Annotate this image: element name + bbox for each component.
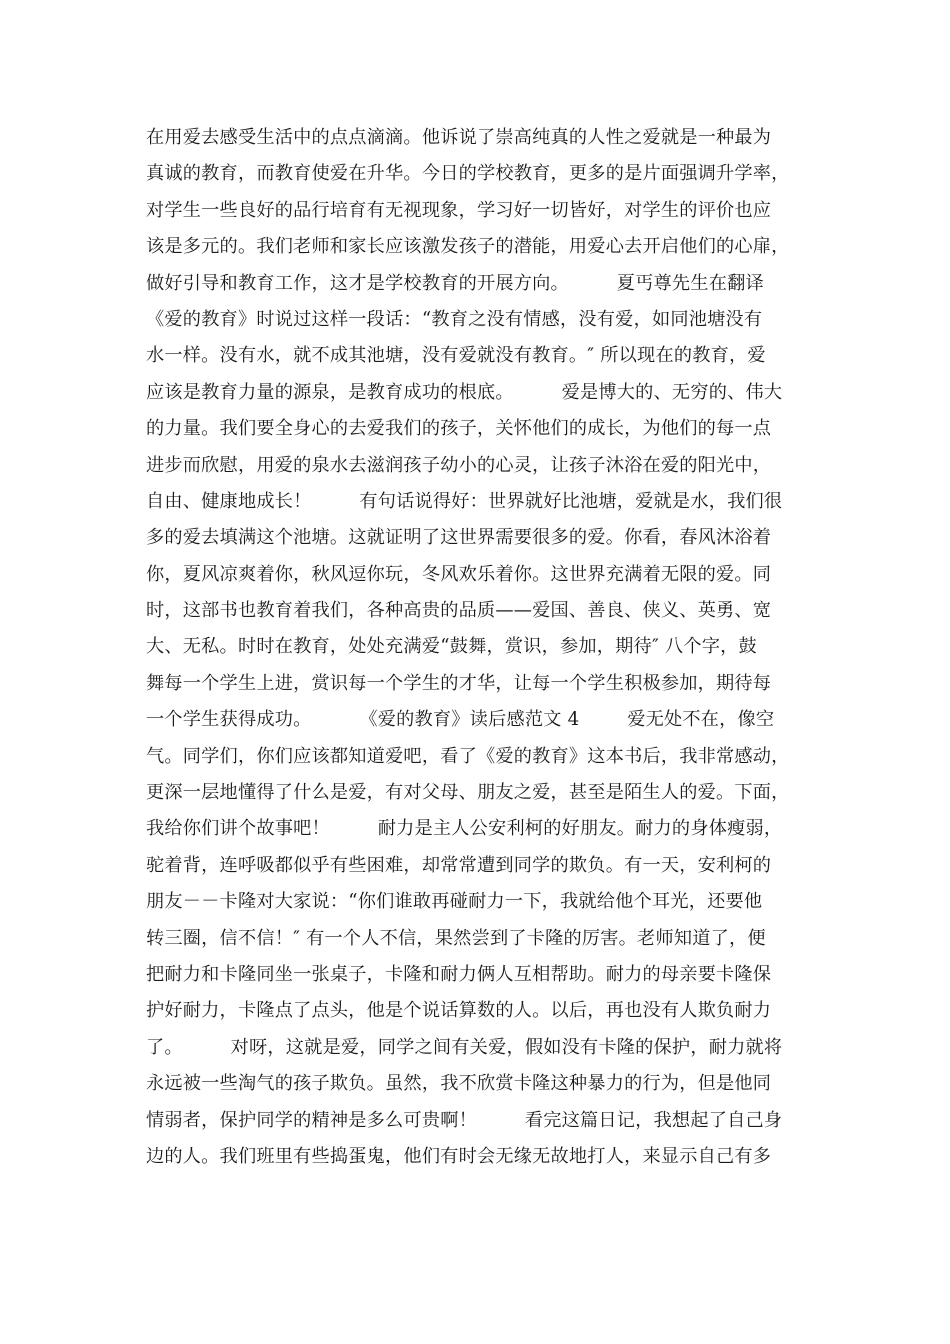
text-line: 大、无私。时时在教育，处处充满爱“鼓舞，赏识，参加，期待″ 八个字，鼓 — [146, 636, 757, 658]
text-line: 真诚的教育，而教育使爱在升华。今日的学校教育，更多的是片面强调升学率， — [146, 163, 790, 185]
text-line: 应该是教育力量的源泉，是教育成功的根底。 爱是博大的、无穷的、伟大 — [146, 381, 783, 403]
text-line: 边的人。我们班里有些捣蛋鬼，他们有时会无缘无故地打人，来显示自己有多 — [146, 1145, 772, 1167]
text-line: 一个学生获得成功。 《爱的教育》读后感范文 4 爱无处不在，像空 — [146, 709, 775, 731]
text-line: 更深一层地懂得了什么是爱，有对父母、朋友之爱，甚至是陌生人的爱。下面， — [146, 782, 790, 804]
text-line: 对学生一些良好的品行培育有无视现象，学习好一切皆好，对学生的评价也应 — [146, 199, 772, 221]
text-line: 在用爱去感受生活中的点点滴滴。他诉说了崇高纯真的人性之爱就是一种最为 — [146, 127, 772, 148]
text-line: 把耐力和卡隆同坐一张桌子，卡隆和耐力俩人互相帮助。耐力的母亲要卡隆保 — [146, 963, 772, 985]
text-line: 护好耐力，卡隆点了点头，他是个说话算数的人。以后，再也没有人欺负耐力 — [146, 1000, 772, 1022]
text-line: 自由、健康地成长！ 有句话说得好：世界就好比池塘，爱就是水，我们很 — [146, 490, 783, 512]
text-line: 进步而欣慰，用爱的泉水去滋润孩子幼小的心灵，让孩子沐浴在爱的阳光中， — [146, 454, 772, 476]
text-line: 转三圈，信不信！″ 有一个人不信，果然尝到了卡隆的厉害。老师知道了，便 — [146, 927, 766, 949]
text-line: 该是多元的。我们老师和家长应该激发孩子的潜能，用爱心去开启他们的心扉， — [146, 236, 790, 258]
text-line: 做好引导和教育工作，这才是学校教育的开展方向。 夏丐尊先生在翻译 — [146, 272, 764, 294]
text-line: 《爱的教育》时说过这样一段话：“教育之没有情感，没有爱，如同池塘没有 — [146, 308, 763, 330]
text-line: 气。同学们，你们应该都知道爱吧，看了《爱的教育》这本书后，我非常感动， — [146, 745, 790, 767]
text-line: 了。 对呀，这就是爱，同学之间有关爱，假如没有卡隆的保护，耐力就将 — [146, 1036, 783, 1058]
text-line: 永远被一些淘气的孩子欺负。虽然，我不欣赏卡隆这种暴力的行为，但是他同 — [146, 1073, 772, 1095]
text-line: 朋友－－卡隆对大家说：“你们谁敢再碰耐力一下，我就给他个耳光，还要他 — [146, 891, 763, 913]
text-line: 我给你们讲个故事吧！ 耐力是主人公安利柯的好朋友。耐力的身体瘦弱， — [146, 818, 783, 840]
text-line: 舞每一个学生上进，赏识每一个学生的才华，让每一个学生积极参加，期待每 — [146, 672, 772, 694]
text-line: 驼着背，连呼吸都似乎有些困难，却常常遭到同学的欺负。有一天，安利柯的 — [146, 854, 772, 876]
text-line: 时，这部书也教育着我们，各种高贵的品质——爱国、善良、侠义、英勇、宽 — [146, 600, 772, 622]
text-line: 的力量。我们要全身心的去爱我们的孩子，关怀他们的成长，为他们的每一点 — [146, 418, 772, 440]
text-line: 你，夏风凉爽着你，秋风逗你玩，冬风欢乐着你。这世界充满着无限的爱。同 — [146, 563, 772, 585]
document-body — [146, 120, 816, 1175]
text-line: 情弱者，保护同学的精神是多么可贵啊！ 看完这篇日记，我想起了自己身 — [146, 1109, 783, 1131]
text-line: 多的爱去填满这个池塘。这就证明了这世界需要很多的爱。你看，春风沐浴着 — [146, 527, 772, 549]
text-line: 水一样。没有水，就不成其池塘，没有爱就没有教育。″ 所以现在的教育，爱 — [146, 345, 766, 367]
